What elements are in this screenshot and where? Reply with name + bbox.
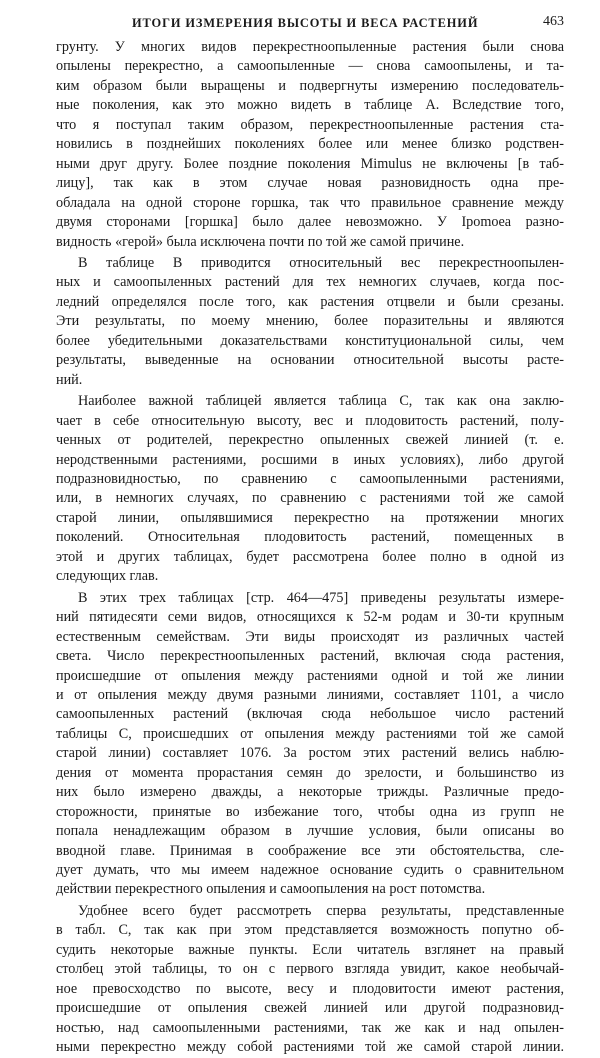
page-number: 463 bbox=[543, 14, 564, 29]
running-header-title: ИТОГИ ИЗМЕРЕНИЯ ВЫСОТЫ И ВЕСА РАСТЕНИЙ bbox=[132, 16, 479, 30]
text-line: старой линии, опылявшимися перекрестно на протяжении многих bbox=[56, 509, 564, 526]
text-line: старой линии) составляет 1076. За ростом этих растений велись наблю- bbox=[56, 745, 564, 762]
text-line: действии перекрестного опыления и самоопыления на рост потомства. bbox=[56, 881, 486, 898]
text-line: поколений. Относительная плодовитость растений, помещенных в bbox=[56, 529, 564, 546]
text-line: и от опыления между двумя разными линиями, составляет 1101, а число bbox=[56, 686, 564, 703]
text-line: Удобнее всего будет рассмотреть сперва результаты, представленные bbox=[78, 902, 564, 919]
text-line: ные поколения, как это можно видеть в таблице А. Вследствие того, bbox=[56, 97, 564, 114]
page-body bbox=[56, 38, 564, 1058]
text-line: этой и других таблицах, будет рассмотрена более полно в одной из bbox=[56, 548, 564, 565]
text-line: обладала на одной стороне горшка, так что правильное сравнение между bbox=[56, 194, 564, 211]
text-line: видность «герой» была исключена почти по той же самой причине. bbox=[56, 233, 465, 250]
text-line: происшедшие от опыления свежей линией или другой подразновид- bbox=[56, 1000, 564, 1017]
text-line: самоопыленных растений (включая сюда небольшое число растений bbox=[56, 706, 564, 723]
text-line: ледний определялся после того, как растения отцвели и были срезаны. bbox=[56, 293, 564, 310]
text-line: более убедительными доказательствами конституциональной силы, чем bbox=[56, 332, 564, 349]
text-line: Наиболее важной таблицей является таблица С, так как она заклю- bbox=[78, 393, 564, 410]
text-line: ных и самоопыленных растений для тех немногих случаев, когда пос- bbox=[56, 274, 564, 291]
text-line: ний. bbox=[56, 371, 83, 388]
text-line: естественным семействам. Эти виды происходят из различных частей bbox=[56, 628, 564, 645]
text-line: попала ненадлежащим образом в лучшие условия, были описаны во bbox=[56, 823, 564, 840]
text-line: таблицы С, происшедших от опыления между растениями той же самой bbox=[56, 725, 564, 742]
text-line: неродственными растениями, росшими в иных условиях), либо другой bbox=[56, 451, 564, 468]
text-line: В таблице В приводится относительный вес перекрестноопылен- bbox=[78, 254, 564, 271]
text-line: дует думать, что мы имеем надежное основание судить о сравнительном bbox=[56, 862, 564, 879]
text-line: подразновидностью, по сравнению с самоопыленными растениями, bbox=[56, 470, 564, 487]
text-line: столбец этой таблицы, то он с первого взгляда увидит, какое необычай- bbox=[56, 961, 564, 978]
text-line: чает в себе относительную высоту, вес и плодовитость растений, полу- bbox=[56, 412, 564, 429]
text-line: что я поступал таким образом, перекрестноопыленные растения ста- bbox=[56, 116, 564, 133]
text-line: ностью, над самоопыленными растениями, так же как и над опылен- bbox=[56, 1019, 564, 1036]
text-line: Эти результаты, по моему мнению, более поразительны и являются bbox=[56, 313, 564, 330]
text-line: результаты, выведенные на основании относительной высоты расте- bbox=[56, 352, 564, 369]
text-line: ными перекрестно между собой растениями той же самой старой линии. bbox=[56, 1039, 564, 1056]
text-line: новились в позднейших поколениях более или менее близко родствен- bbox=[56, 136, 564, 153]
text-line: двумя сторонами [горшка] было далее невозможно. У Ipomoea разно- bbox=[56, 214, 564, 231]
text-line: следующих глав. bbox=[56, 568, 159, 585]
text-line: дения от момента прорастания семян до зрелости, и большинство из bbox=[56, 764, 564, 781]
text-line: В этих трех таблицах [стр. 464—475] приведены результаты измере- bbox=[78, 589, 564, 606]
text-line: ченных от родителей, перекрестно опыленных свежей линией (т. е. bbox=[56, 432, 564, 449]
text-line: грунту. У многих видов перекрестноопыленные растения были снова bbox=[56, 39, 564, 55]
text-line: ким образом были выращены и подвергнуты измерению последователь- bbox=[56, 77, 564, 94]
text-line: ний пятидесяти семи видов, относящихся к 52-м родам и 30-ти крупным bbox=[56, 609, 564, 626]
text-line: сторожности, принятые во избежание того, чтобы одна из групп не bbox=[56, 803, 564, 820]
running-header bbox=[56, 12, 564, 34]
text-line: опылены перекрестно, а самоопыленные — снова самоопылены, и та- bbox=[56, 58, 564, 75]
text-line: ное превосходство по высоте, весу и плодовитости имеют растения, bbox=[56, 980, 564, 997]
text-line: в табл. С, так как при этом представляется возможность попутно об- bbox=[56, 922, 564, 939]
text-line: света. Число перекрестноопыленных растений, включая сюда растения, bbox=[56, 648, 564, 665]
text-line: или, в немногих случаях, по сравнению с растениями той же самой bbox=[56, 490, 564, 507]
text-line: вводной главе. Принимая в соображение все эти обстоятельства, сле- bbox=[56, 842, 564, 859]
text-line: ными друг другу. Более поздние поколения Mimulus не включены [в таб- bbox=[56, 155, 564, 172]
text-line: них было измерено дважды, а некоторые трижды. Различные предо- bbox=[56, 784, 564, 801]
text-line: судить некоторые важные пункты. Если читатель взглянет на правый bbox=[56, 941, 564, 958]
text-line: происшедшие от опыления между растениями одной и той же линии bbox=[56, 667, 564, 684]
text-line: лицу], так как в этом случае новая разновидность одна пре- bbox=[56, 175, 564, 192]
